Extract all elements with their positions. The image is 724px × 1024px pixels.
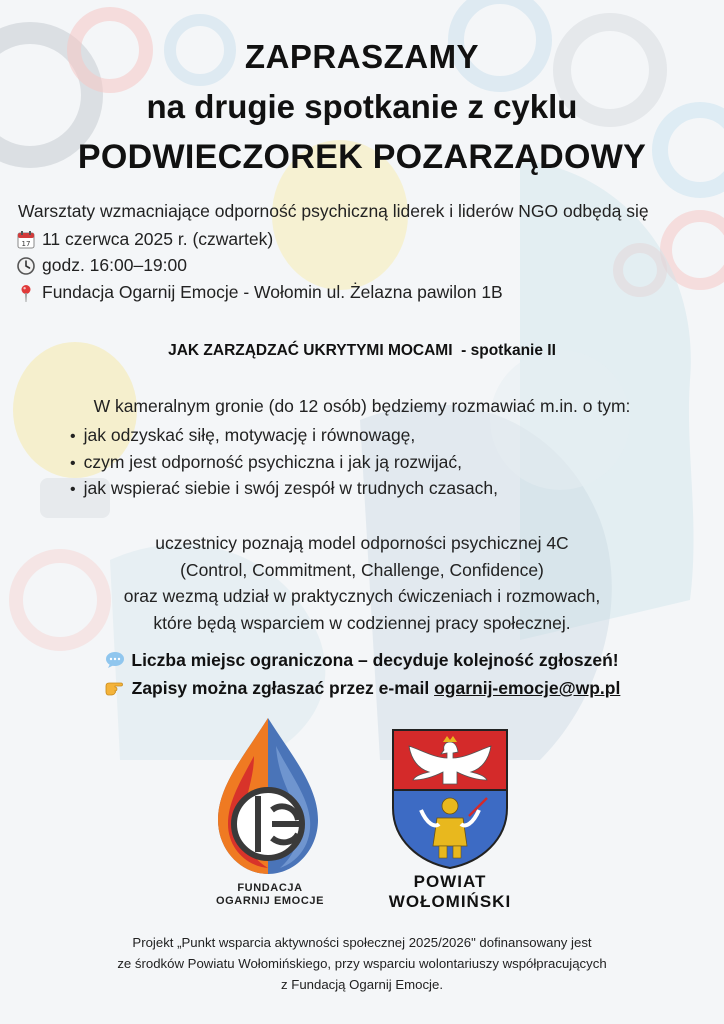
topics-list xyxy=(70,422,498,502)
event-time xyxy=(16,255,187,276)
list-item: • jak odzyskać siłę, motywację i równowagę, xyxy=(70,422,498,449)
event-date-text: 11 czerwca 2025 r. (czwartek) xyxy=(42,229,274,249)
foundation-logo xyxy=(214,716,322,876)
intro-text: Warsztaty wzmacniające odporność psychiczną liderek i liderów NGO odbędą się xyxy=(18,201,649,221)
headline-series: PODWIECZOREK POZARZĄDOWY xyxy=(77,138,647,176)
event-place-text: Fundacja Ogarnij Emocje - Wołomin ul. Żelazna pawilon 1B xyxy=(42,282,503,302)
pointing-hand-icon xyxy=(104,679,126,697)
footer-line: ze środków Powiatu Wołomińskiego, przy wsparciu wolontariuszy współpracujących xyxy=(117,956,607,971)
coat-of-arms-icon xyxy=(391,728,509,870)
svg-text:17: 17 xyxy=(21,239,31,248)
list-item: • czym jest odporność psychiczna i jak ją rozwijać, xyxy=(70,449,498,476)
foundation-name-line2: OGARNIJ EMOCJE xyxy=(215,895,325,907)
event-place xyxy=(16,282,503,303)
list-item: • jak wspierać siebie i swój zespół w trudnych czasach, xyxy=(70,475,498,502)
topics-lead: W kameralnym gronie (do 12 osób) będziemy rozmawiać m.in. o tym: xyxy=(93,396,631,416)
calendar-icon xyxy=(16,230,36,250)
workshop-title: JAK ZARZĄDZAĆ UKRYTYMI MOCAMI - spotkanie II xyxy=(168,342,556,359)
county-name-line1: POWIAT xyxy=(413,872,487,891)
foundation-name-line1: FUNDACJA xyxy=(237,882,303,894)
pin-icon xyxy=(16,283,36,303)
footer-line: Projekt „Punkt wsparcia aktywności społecznej 2025/2026" dofinansowany jest xyxy=(132,935,592,950)
description-paragraph xyxy=(0,530,724,636)
headline-invite: ZAPRASZAMY xyxy=(244,38,480,75)
paragraph-line: uczestnicy poznają model odporności psychicznej 4C xyxy=(155,533,569,553)
paragraph-line: oraz wezmą udział w praktycznych ćwiczeniach i rozmowach, xyxy=(123,586,601,606)
speech-bubble-icon xyxy=(105,651,125,669)
signup-notice xyxy=(0,678,724,699)
county-name-line2: WOŁOMIŃSKI xyxy=(388,892,512,911)
paragraph-line: które będą wsparciem w codziennej pracy społecznej. xyxy=(153,612,571,633)
limited-seats-text: Liczba miejsc ograniczona – decyduje kolejność zgłoszeń! xyxy=(131,650,619,670)
clock-icon xyxy=(16,256,36,276)
event-date xyxy=(16,229,273,250)
email-link[interactable]: ogarnij-emocje@wp.pl xyxy=(434,678,621,698)
footer-note xyxy=(0,933,724,996)
footer-line: z Fundacją Ogarnij Emocje. xyxy=(281,977,443,992)
limited-seats-notice xyxy=(0,650,724,671)
event-time-text: godz. 16:00–19:00 xyxy=(42,255,187,275)
headline-meeting: na drugie spotkanie z cyklu xyxy=(146,88,578,125)
paragraph-line: (Control, Commitment, Challenge, Confidence) xyxy=(180,559,544,580)
signup-text: Zapisy można zgłaszać przez e-mail xyxy=(131,678,435,698)
